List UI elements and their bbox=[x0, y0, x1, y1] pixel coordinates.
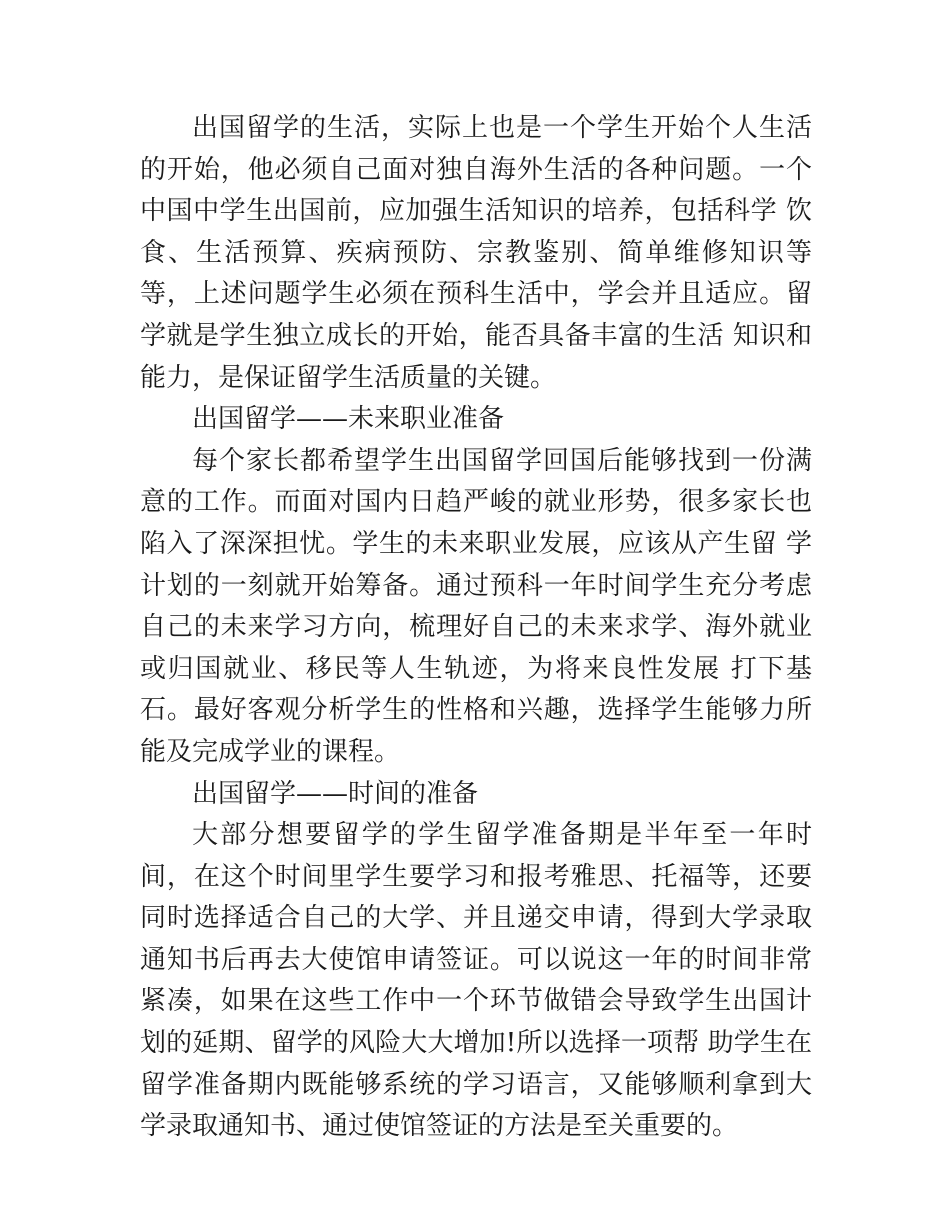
document-body bbox=[140, 108, 821, 1148]
paragraph-time-preparation: 大部分想要留学的学生留学准备期是半年至一年时间，在这个时间里学生要学习和报考雅思、托福等，还要同时选择适合自己的大学、并且递交申请，得到大学录取 通知书后再去大使馆申请签证。可以说这一年的时间非常紧凑，如果在这些工作中一个环节做错会导致学生出国计划的延期、留学的风险大大增加!所以选择一项帮 助学生在留学准备期内既能够系统的学习语言，又能够顺利拿到大学录取通知书、通过使馆签证的方法是至关重要的。 bbox=[140, 820, 821, 1142]
heading-time-preparation: 出国留学——时间的准备 bbox=[192, 778, 479, 809]
paragraph-career-preparation: 每个家长都希望学生出国留学回国后能够找到一份满意的工作。而面对国内日趋严峻的就业形势，很多家长也陷入了深深担忧。学生的未来职业发展，应该从产生留 学计划的一刻就开始筹备。通过预科一年时间学生充分考虑自己的未来学习方向，梳理好自己的未来求学、海外就业或归国就业、移民等人生轨迹，为将来良性发展 打下基石。最好客观分析学生的性格和兴趣，选择学生能够力所能及完成学业的课程。 bbox=[140, 445, 812, 767]
paragraph-life-preparation: 出国留学的生活，实际上也是一个学生开始个人生活的开始，他必须自己面对独自海外生活的各种问题。一个中国中学生出国前，应加强生活知识的培养，包括科学 饮食、生活预算、疾病预防、宗教鉴别、简单维修知识等等，上述问题学生必须在预科生活中，学会并且适应。留学就是学生独立成长的开始，能否具备丰富的生活 知识和能力，是保证留学生活质量的关键。 bbox=[140, 113, 812, 393]
heading-career-preparation: 出国留学——未来职业准备 bbox=[192, 404, 505, 435]
